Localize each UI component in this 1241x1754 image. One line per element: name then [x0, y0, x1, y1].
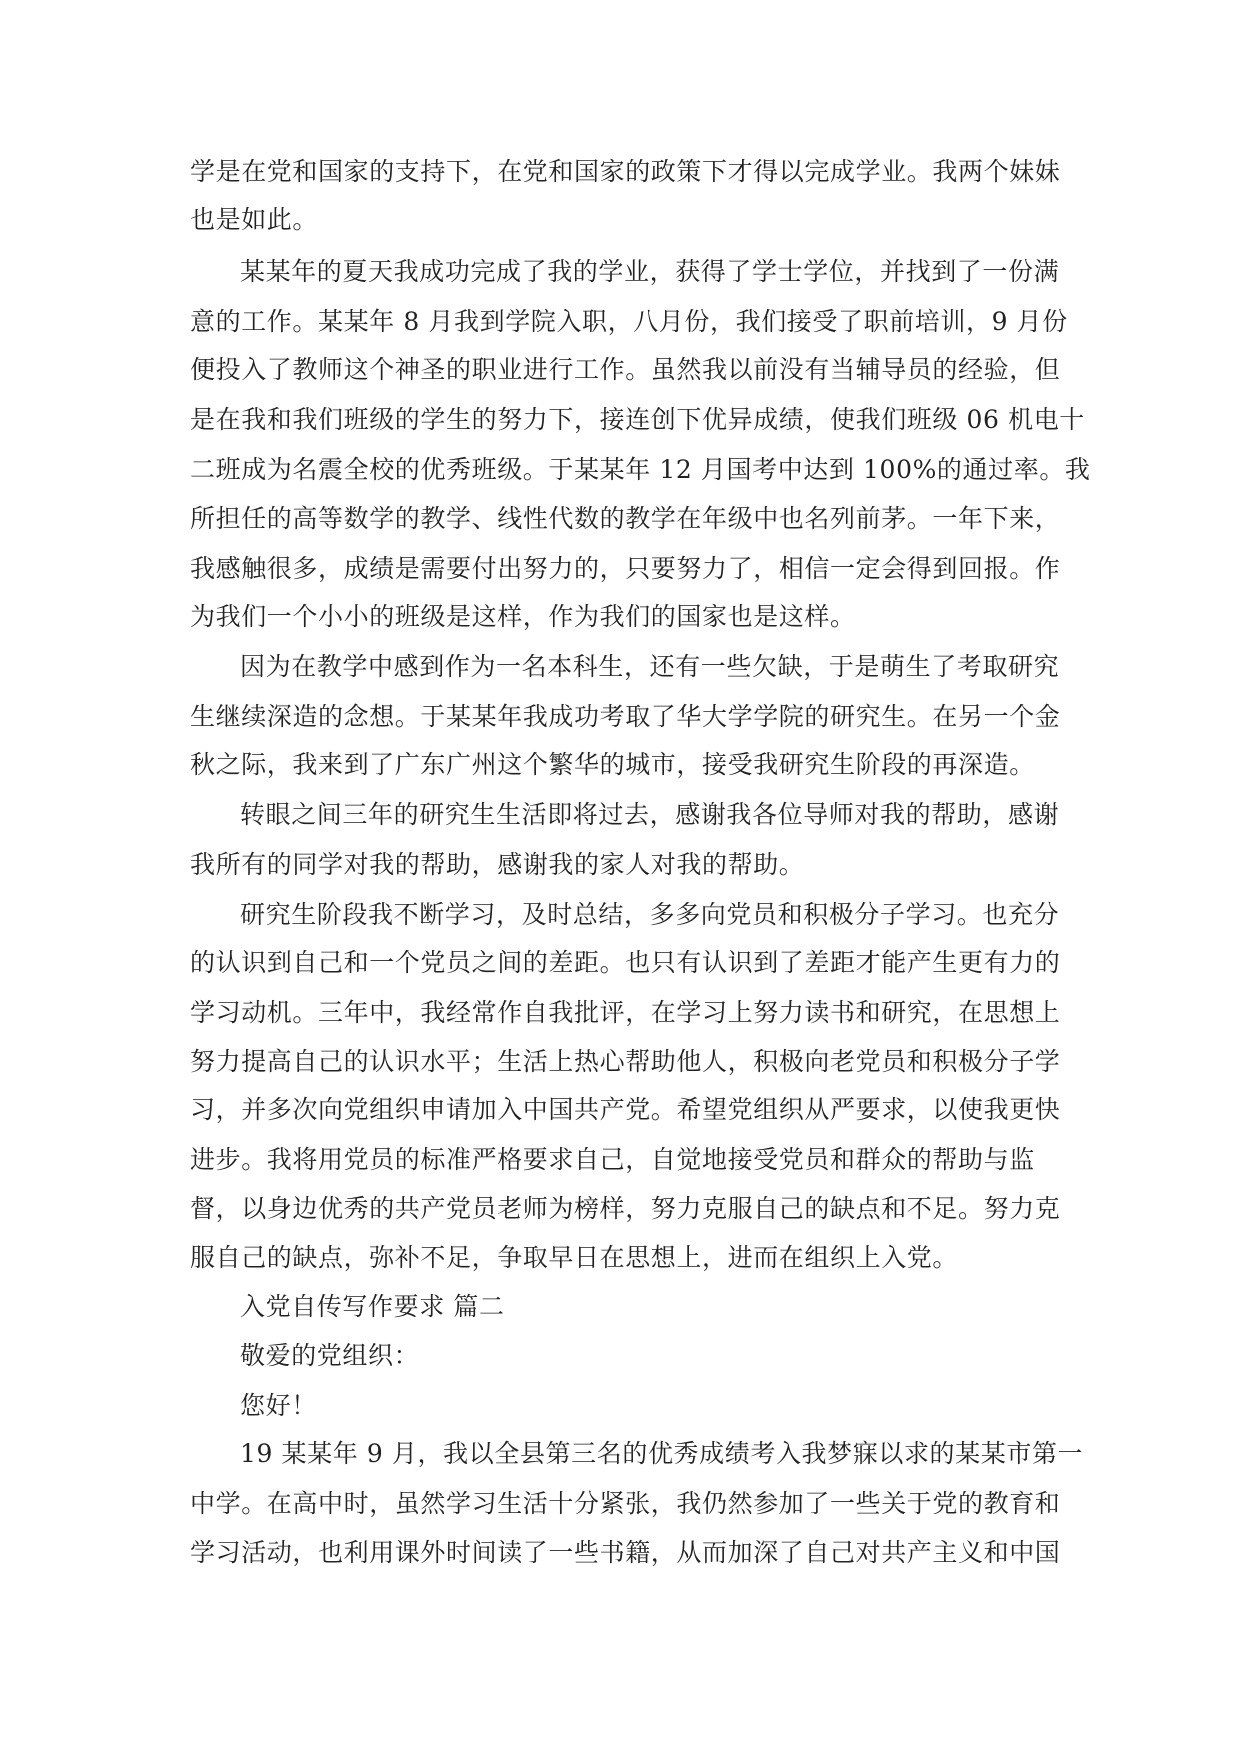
text-line: 我所有的同学对我的帮助，感谢我的家人对我的帮助。: [190, 850, 805, 879]
text-line: 转眼之间三年的研究生生活即将过去，感谢我各位导师对我的帮助，感谢: [240, 800, 1060, 829]
text-line: 也是如此。: [190, 205, 319, 234]
text-line: 督，以身边优秀的共产党员老师为榜样，努力克服自己的缺点和不足。努力克: [190, 1194, 1061, 1223]
text-line: 为我们一个小小的班级是这样，作为我们的国家也是这样。: [190, 602, 856, 631]
text-line: 意的工作。某某年 8 月我到学院入职，八月份，我们接受了职前培训，9 月份: [190, 307, 1068, 336]
text-line: 进步。我将用党员的标准严格要求自己，自觉地接受党员和群众的帮助与监: [190, 1145, 1035, 1174]
text-line: 学习活动，也利用课外时间读了一些书籍，从而加深了自己对共产主义和中国: [190, 1538, 1061, 1567]
text-line: 秋之际，我来到了广东广州这个繁华的城市，接受我研究生阶段的再深造。: [190, 750, 1035, 779]
text-line: 学是在党和国家的支持下，在党和国家的政策下才得以完成学业。我两个妹妹: [190, 157, 1061, 186]
greeting: 您好！: [240, 1391, 317, 1420]
text-line: 19 某某年 9 月，我以全县第三名的优秀成绩考入我梦寐以求的某某市第一: [240, 1439, 1084, 1468]
text-line: 研究生阶段我不断学习，及时总结，多多向党员和积极分子学习。也充分: [240, 900, 1060, 929]
text-line: 学习动机。三年中，我经常作自我批评，在学习上努力读书和研究，在思想上: [190, 998, 1061, 1027]
text-line: 中学。在高中时，虽然学习生活十分紧张，我仍然参加了一些关于党的教育和: [190, 1489, 1061, 1518]
text-line: 习，并多次向党组织申请加入中国共产党。希望党组织从严要求，以使我更快: [190, 1095, 1061, 1124]
salutation: 敬爱的党组织：: [240, 1341, 420, 1370]
text-line: 生继续深造的念想。于某某年我成功考取了华大学学院的研究生。在另一个金: [190, 702, 1061, 731]
text-line: 某某年的夏天我成功完成了我的学业，获得了学士学位，并找到了一份满: [240, 257, 1060, 286]
text-line: 我感触很多，成绩是需要付出努力的，只要努力了，相信一定会得到回报。作: [190, 554, 1061, 583]
text-line: 因为在教学中感到作为一名本科生，还有一些欠缺，于是萌生了考取研究: [240, 652, 1060, 681]
text-line: 便投入了教师这个神圣的职业进行工作。虽然我以前没有当辅导员的经验，但: [190, 355, 1061, 384]
section-heading: 入党自传写作要求 篇二: [240, 1292, 505, 1321]
text-line: 努力提高自己的认识水平；生活上热心帮助他人，积极向老党员和积极分子学: [190, 1047, 1061, 1076]
text-line: 的认识到自己和一个党员之间的差距。也只有认识到了差距才能产生更有力的: [190, 948, 1061, 977]
text-line: 是在我和我们班级的学生的努力下，接连创下优异成绩，使我们班级 06 机电十: [190, 405, 1085, 434]
text-line: 所担任的高等数学的教学、线性代数的教学在年级中也名列前茅。一年下来，: [190, 504, 1061, 533]
text-line: 服自己的缺点，弥补不足，争取早日在思想上，进而在组织上入党。: [190, 1243, 959, 1272]
text-line: 二班成为名震全校的优秀班级。于某某年 12 月国考中达到 100%的通过率。我: [190, 455, 1091, 484]
